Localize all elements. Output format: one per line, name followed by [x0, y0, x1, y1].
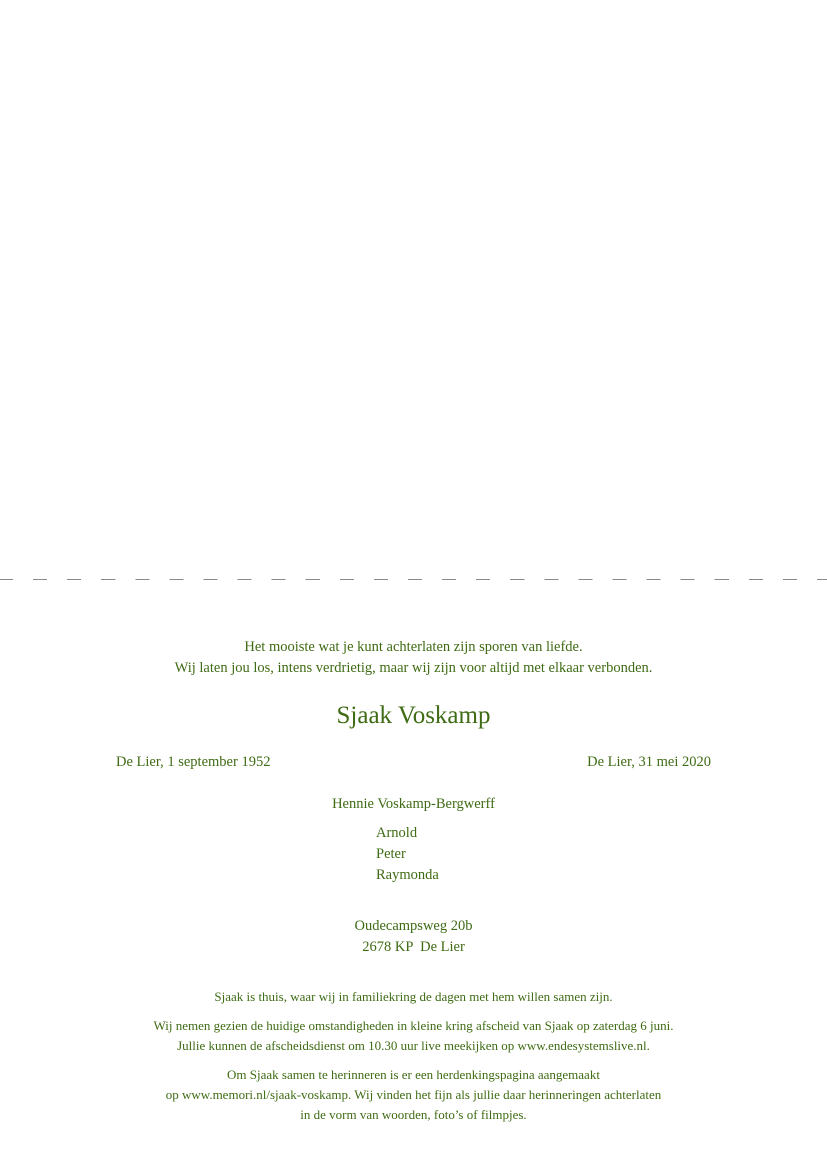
- child-name: Peter: [376, 846, 406, 862]
- deceased-name: Sjaak Voskamp: [336, 702, 491, 729]
- farewell-line-2: Jullie kunnen de afscheidsdienst om 10.30 uur live meekijken op www.endesystemslive.nl.: [177, 1038, 650, 1053]
- memorial-line-1: Om Sjaak samen te herinneren is er een herdenkingspagina aangemaakt: [227, 1067, 600, 1082]
- home-notice-text: Sjaak is thuis, waar wij in familiekring de dagen met hem willen samen zijn.: [214, 989, 613, 1004]
- address-street: Oudecampsweg 20b: [354, 918, 473, 934]
- farewell-notice: [0, 1016, 827, 1056]
- child-name: Raymonda: [376, 867, 439, 883]
- home-notice: [0, 987, 827, 1007]
- spouse-name: Hennie Voskamp-Bergwerff: [332, 796, 495, 812]
- farewell-line-1: Wij nemen gezien de huidige omstandigheden in kleine kring afscheid van Sjaak op zaterdag 6 juni.: [153, 1018, 674, 1033]
- birth-date: De Lier, 1 september 1952: [116, 754, 271, 770]
- quote-line-1: Het mooiste wat je kunt achterlaten zijn sporen van liefde.: [244, 639, 583, 655]
- child-name: Arnold: [376, 825, 418, 841]
- address-block: [0, 916, 827, 958]
- memorial-line-3: in de vorm van woorden, foto’s of filmpjes.: [300, 1107, 527, 1122]
- fold-line: [0, 579, 827, 580]
- children-list: [376, 823, 439, 886]
- quote-line-2: Wij laten jou los, intens verdrietig, maar wij zijn voor altijd met elkaar verbonden.: [174, 660, 653, 676]
- memorial-notice: [0, 1065, 827, 1125]
- memorial-line-2: op www.memori.nl/sjaak-voskamp. Wij vinden het fijn als jullie daar herinneringen achterlaten: [165, 1087, 662, 1102]
- address-city: 2678 KP De Lier: [362, 939, 465, 955]
- death-date: De Lier, 31 mei 2020: [587, 754, 711, 770]
